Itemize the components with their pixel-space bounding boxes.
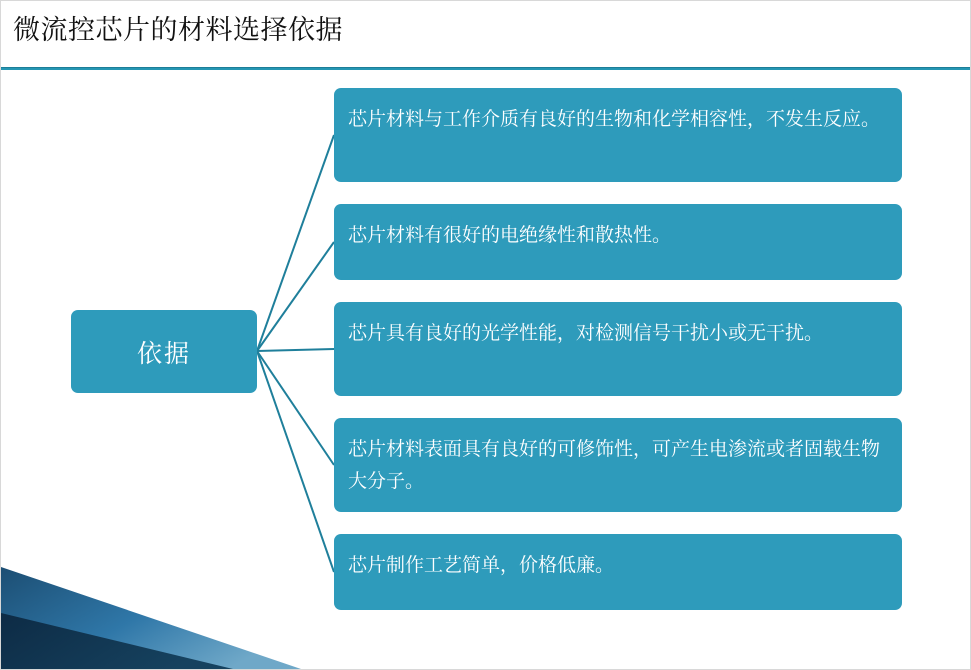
diagram-branch-node-3[interactable] [334, 302, 902, 396]
page-title: 微流控芯片的材料选择依据 [13, 15, 343, 45]
diagram-root-node[interactable] [71, 310, 257, 393]
diagram-root-label: 依据 [136, 339, 191, 368]
diagram-branch-node-2[interactable] [334, 204, 902, 280]
diagram-branch-label-4: 芯片材料表面具有良好的可修饰性，可产生电渗流或者固载生物大分子。 [348, 439, 881, 492]
diagram-branch-label-1: 芯片材料与工作介质有良好的生物和化学相容性，不发生反应。 [348, 109, 881, 130]
diagram-branch-label-2: 芯片材料有很好的电绝缘性和散热性。 [348, 225, 672, 246]
diagram-branch-node-1[interactable] [334, 88, 902, 182]
title-area [1, 1, 971, 67]
diagram-container [1, 70, 971, 670]
title-divider-inner [1, 67, 971, 68]
diagram-branch-node-4[interactable] [334, 418, 902, 512]
diagram-branch-label-3: 芯片具有良好的光学性能，对检测信号干扰小或无干扰。 [348, 323, 824, 344]
diagram-branch-node-5[interactable] [334, 534, 902, 610]
diagram-branch-label-5: 芯片制作工艺简单，价格低廉。 [348, 555, 615, 576]
